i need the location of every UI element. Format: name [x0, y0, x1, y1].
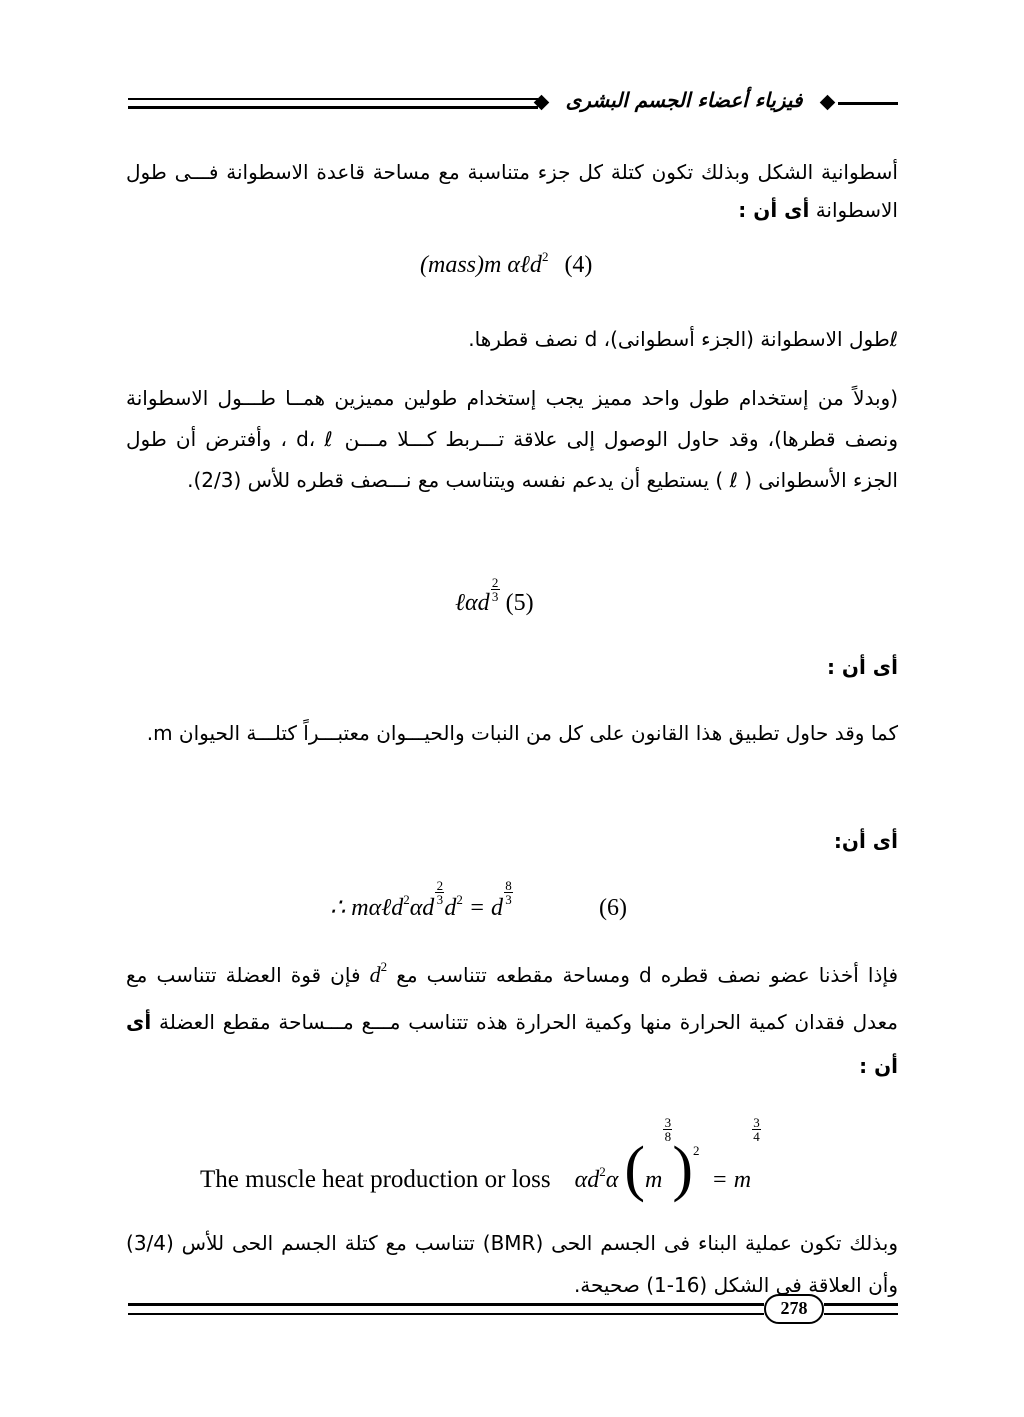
equation-4: (mass)m αℓd$^2$ (4): [420, 249, 593, 278]
paragraph-bmr: وبذلك تكون عملية البناء فى الجسم الحى (BMR) تتناسب مع كتلة الجسم الحى للأس (3/4) وأن العلاقة فى الشكل (16-1) صحيحة.: [126, 1231, 898, 1297]
header-title: فيزياء أعضاء الجسم البشرى: [565, 88, 803, 112]
paragraph-two-lengths: (وبدلاً من إستخدام طول واحد مميز يجب إستخدام طولين مميزين همــا طـــول الاسطوانة ونصف قطرها)، وقد حاول الوصول إلى علاقة تـــربط كـــلا مـــن d، ℓ ، وأفترض أن طول الجزء الأسطوانى ( ℓ ) يستطيع أن يدعم نفسه ويتناسب مع نـــصف قطره للأس (2/3).: [126, 386, 898, 492]
footer-rule-left-top: [128, 1303, 764, 1306]
page-number-badge: [764, 1294, 824, 1324]
that-is-label: أى أن :: [738, 198, 810, 222]
footer-rule-left-bottom: [128, 1313, 764, 1315]
header-rule-right: [838, 102, 898, 105]
paragraph-plants-animals: كما وقد حاول تطبيق هذا القانون على كل من النبات والحيـــوان معتبـــراً كتلـــة الحيوان m.: [146, 721, 898, 745]
that-is-label-3: أى أن:: [833, 829, 898, 853]
paragraph-definitions: ℓطول الاسطوانة (الجزء أسطوانى)، d نصف قطرها.: [468, 327, 898, 351]
page-number: 278: [780, 1298, 808, 1318]
header-rule-left-top: [128, 98, 538, 100]
equation-muscle-heat: The muscle heat production or loss αd2α (m $\frac{3}{8}$ )$^2$ = m $\frac{3}{4}$: [200, 1115, 760, 1203]
header-diamond-right: [820, 95, 836, 111]
footer-rule-right-top: [824, 1303, 898, 1306]
paragraph-muscle: فإذا أخذنا عضو نصف قطره d ومساحة مقطعه تتناسب مع $d^2$ فإن قوة العضلة تتناسب مع معدل فقدان كمية الحرارة منها وكمية الحرارة هذه تتناسب مـــع مـــساحة مقطع العضلة أى أن :: [126, 959, 899, 1078]
that-is-label-2: أى أن :: [826, 655, 898, 679]
footer-rule-right-bottom: [824, 1313, 898, 1315]
paragraph-cylinder-mass: أسطوانية الشكل وبذلك تكون كتلة كل جزء متناسبة مع مساحة قاعدة الاسطوانة فـــى طول الاسطوانة أى أن :: [126, 160, 898, 222]
equation-5: ℓαd $\frac{2}{3}$ (5): [455, 575, 534, 616]
equation-6: ∴ mαℓd$^2$αd $\frac{2}{3}$ $d^2 = d$ $\frac{8}{3}$ (6): [330, 878, 627, 921]
header-rule-left-bottom: [128, 106, 538, 109]
